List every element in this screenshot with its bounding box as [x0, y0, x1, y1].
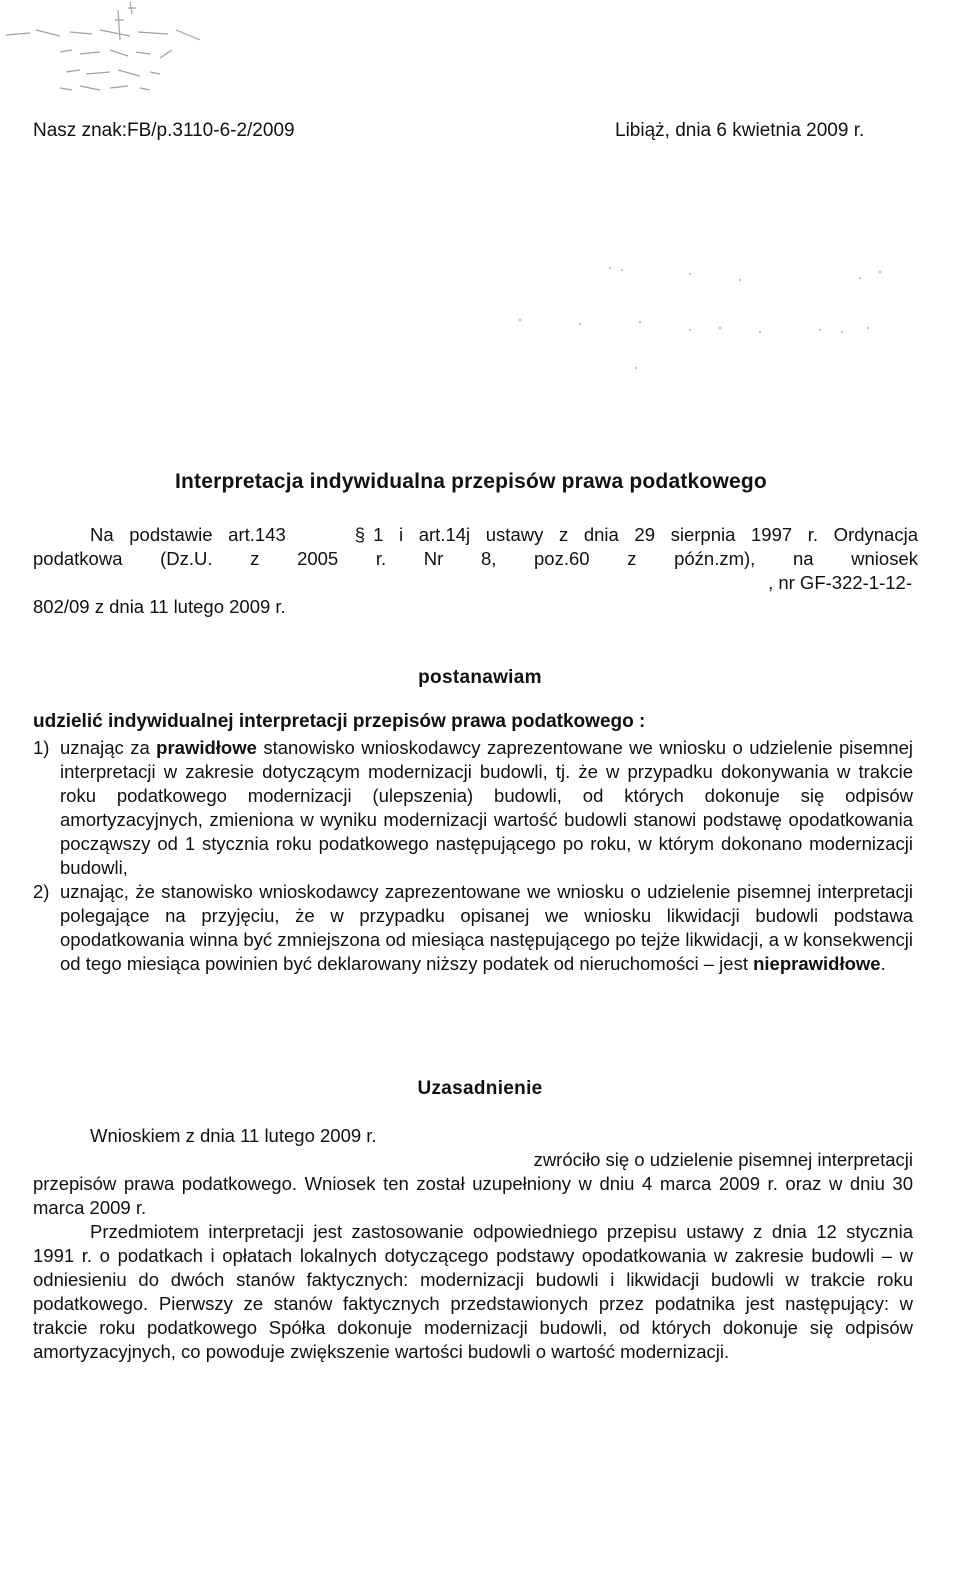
reference-number: Nasz znak:FB/p.3110-6-2/2009 [33, 120, 295, 141]
redacted-addressee [0, 250, 960, 400]
decision-word: postanawiam [418, 667, 542, 688]
justification-p1-line-2: zwróciło się o udzielenie pisemnej interpretacji [533, 1149, 913, 1170]
legal-basis-paragraph [33, 523, 918, 619]
legal-basis-line-3: , nr GF-322-1-12- [768, 572, 912, 593]
point-text: uznając, że stanowisko wnioskodawcy zaprezentowane we wniosku o udzielenie pisemnej interpretacji polegające na przyjęciu, że w przypadku opisanej we wniosku likwidacji budowli podstawa opodatkowania winna być zmniejszona od miesiąca następującego po tejże likwidacji, a w konsekwencji od tego miesiąca powinien być deklarowany niższy podatek od nieruchomości – jest [60, 881, 913, 974]
justification-p2: Przedmiotem interpretacji jest zastosowanie odpowiedniego przepisu ustawy z dnia 12 stycznia 1991 r. o podatkach i opłatach lokalnych dotyczącego podstawy opodatkowania w zakresie budowli – w odniesieniu do dwóch stanów faktycznych: modernizacji budowli i likwidacji budowli w trakcie roku podatkowego. Pierwszy ze stanów faktycznych przedstawionych przez podatnika jest następujący: w trakcie roku podatkowego Spółka dokonuje modernizacji budowli, od których dokonuje się odpisów amortyzacyjnych, co powoduje zwiększenie wartości budowli o wartość modernizacji. [33, 1221, 913, 1362]
justification-body [33, 1124, 913, 1364]
point-text: . [880, 953, 886, 974]
justification-p1-rest: przepisów prawa podatkowego. Wniosek ten został uzupełniony w dniu 4 marca 2009 r. oraz w dniu 30 marca 2009 r. [33, 1173, 913, 1218]
point-verdict: prawidłowe [156, 737, 257, 758]
legal-basis-line-2: podatkowa (Dz.U. z 2005 r. Nr 8, poz.60 z późn.zm), na wniosek [33, 548, 918, 569]
place-and-date: Libiąż, dnia 6 kwietnia 2009 r. [615, 120, 865, 141]
decision-point-2 [33, 880, 913, 976]
decision-point-1 [33, 736, 913, 880]
decision-intro: udzielić indywidualnej interpretacji przepisów prawa podatkowego : [33, 711, 646, 732]
decision-points [33, 736, 913, 976]
legal-basis-line-1 [33, 523, 918, 547]
point-text: stanowisko wnioskodawcy zaprezentowane we wniosku o udzielenie pisemnej interpretacji w zakresie dotyczącym modernizacji budowli, tj. że w przypadku dokonywania w trakcie roku podatkowego modernizacji (ulepszenia) budowli, od których dokonuje się odpisów amortyzacyjnych, zmieniona w wyniku modernizacji wartość budowli stanowi podstawę opodatkowania począwszy od 1 stycznia roku podatkowego następującego po roku, w którym dokonano modernizacji budowli, [60, 737, 913, 878]
legal-basis-text-b: 1 i art.14j ustawy z dnia 29 sierpnia 1997 r. Ordynacja [373, 524, 918, 545]
document-title: Interpretacja indywidualna przepisów prawa podatkowego [175, 470, 767, 493]
section-sign-icon: § [354, 524, 366, 545]
justification-p1-line-1: Wnioskiem z dnia 11 lutego 2009 r. [90, 1125, 377, 1146]
point-text: uznając za [60, 737, 157, 758]
justification-heading: Uzasadnienie [417, 1078, 543, 1099]
point-number: 2) [33, 881, 50, 902]
point-verdict: nieprawidłowe [753, 953, 881, 974]
legal-basis-text-a: Na podstawie art.143 [90, 524, 286, 545]
point-number: 1) [33, 737, 50, 758]
legal-basis-line-4: 802/09 z dnia 11 lutego 2009 r. [33, 596, 286, 617]
redacted-stamp [0, 0, 200, 110]
